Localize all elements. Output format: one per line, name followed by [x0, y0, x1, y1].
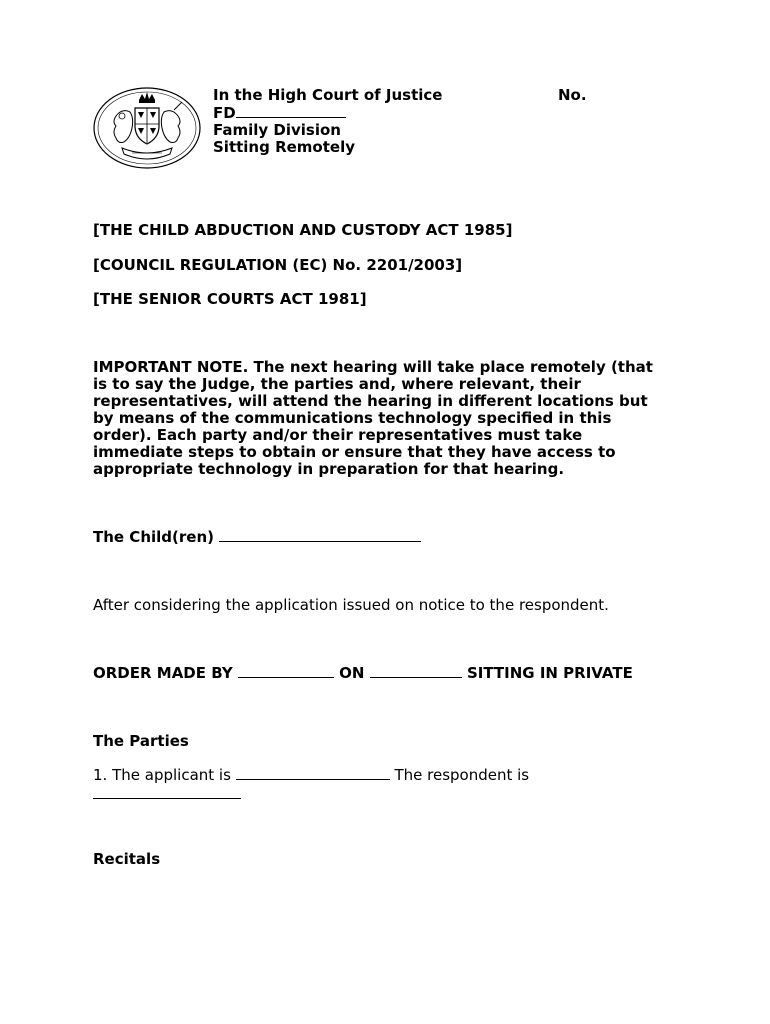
note-line: appropriate technology in preparation for that hearing. [93, 460, 565, 478]
judge-name-blank[interactable] [238, 664, 334, 678]
parties-line [93, 766, 529, 784]
act-senior-courts: [THE SENIOR COURTS ACT 1981] [93, 290, 367, 308]
respondent-blank-line [93, 785, 241, 803]
respondent-label: The respondent is [394, 766, 530, 784]
children-line [93, 528, 421, 546]
royal-coat-of-arms-seal [92, 86, 202, 170]
parties-heading: The Parties [93, 732, 189, 750]
order-made-line [93, 664, 633, 682]
children-label: The Child(ren) [93, 528, 214, 546]
note-line: immediate steps to obtain or ensure that they have access to [93, 443, 616, 461]
applicant-label: 1. The applicant is [93, 766, 231, 784]
act-child-abduction: [THE CHILD ABDUCTION AND CUSTODY ACT 1985] [93, 221, 513, 239]
applicant-name-blank[interactable] [236, 766, 390, 780]
note-line: IMPORTANT NOTE. The next hearing will take place remotely (that [93, 358, 653, 376]
fd-number-blank[interactable] [236, 104, 346, 118]
important-note [93, 359, 693, 478]
note-line: is to say the Judge, the parties and, where relevant, their [93, 375, 581, 393]
act-council-regulation: [COUNCIL REGULATION (EC) No. 2201/2003] [93, 256, 463, 274]
fd-prefix: FD [213, 104, 236, 122]
case-number-label: No. [558, 86, 587, 104]
note-line: order). Each party and/or their representatives must take [93, 426, 583, 444]
respondent-name-blank[interactable] [93, 785, 241, 799]
note-line: by means of the communications technology specified in this [93, 409, 612, 427]
order-made-by-label: ORDER MADE BY [93, 664, 233, 682]
sitting-mode: Sitting Remotely [213, 138, 355, 156]
fd-number-line [213, 104, 633, 122]
division-name: Family Division [213, 121, 341, 139]
note-line: representatives, will attend the hearing in different locations but [93, 392, 648, 410]
court-name: In the High Court of Justice [213, 86, 443, 104]
order-date-blank[interactable] [370, 664, 462, 678]
sitting-in-private-label: SITTING IN PRIVATE [466, 664, 633, 682]
consideration-text: After considering the application issued on notice to the respondent. [93, 596, 609, 614]
children-names-blank[interactable] [219, 528, 421, 542]
order-on-label: ON [339, 664, 365, 682]
recitals-heading: Recitals [93, 850, 161, 868]
